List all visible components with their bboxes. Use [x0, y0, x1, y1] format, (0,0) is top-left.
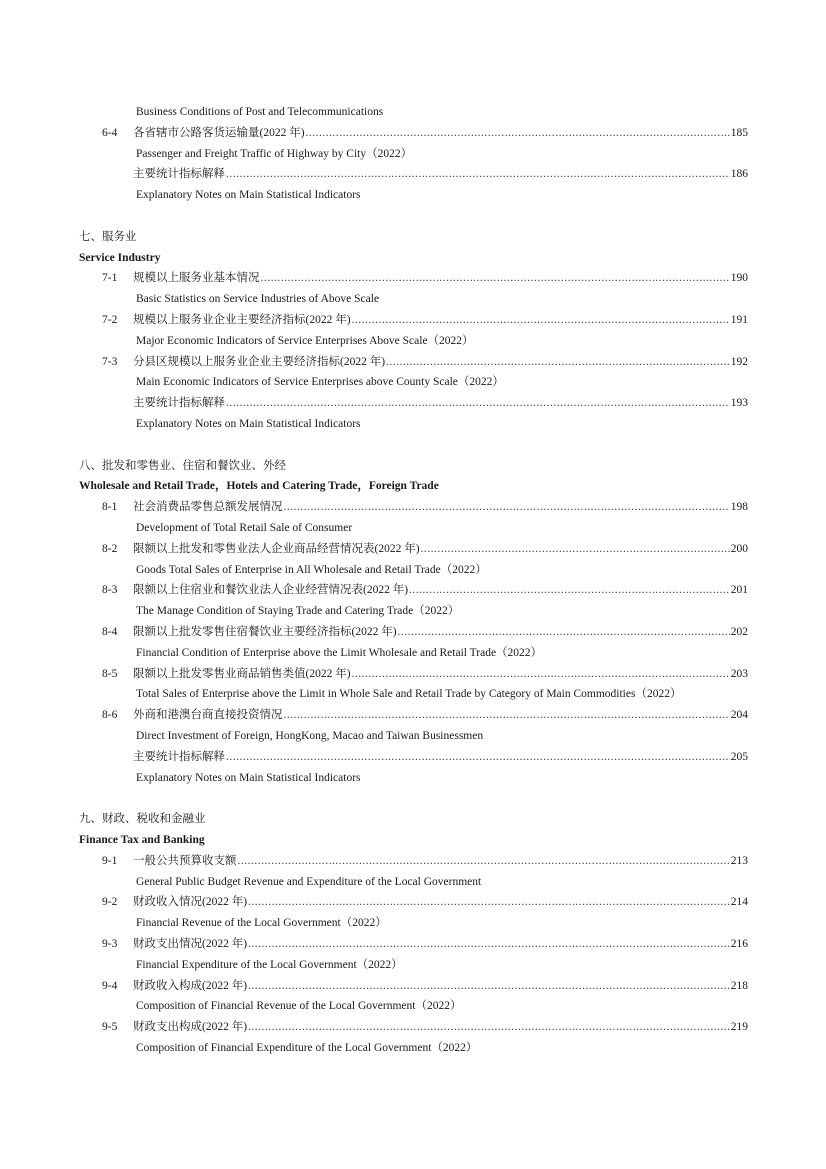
entry-chinese-title: 规模以上服务业基本情况 [133, 272, 260, 284]
toc-line [0, 1038, 826, 1059]
entry-english-title: Financial Revenue of the Local Government（2022） [136, 917, 387, 929]
toc-entry-link[interactable] [133, 393, 748, 414]
entry-chinese-title: 财政收入构成(2022 年) [133, 980, 248, 992]
entry-english-title: General Public Budget Revenue and Expenditure of the Local Government [136, 876, 482, 888]
entry-english-title: Major Economic Indicators of Service Enterprises Above Scale（2022） [136, 335, 474, 347]
dot-leader [248, 934, 730, 955]
toc-line [0, 476, 826, 497]
entry-english-title: Explanatory Notes on Main Statistical Indicators [136, 772, 361, 784]
toc-line [0, 123, 826, 144]
entry-english-title: Business Conditions of Post and Telecommunications [136, 106, 384, 118]
entry-page-number: 213 [730, 855, 748, 867]
entry-page-number: 204 [730, 709, 748, 721]
entry-page-number: 191 [730, 314, 748, 326]
entry-chinese-title: 一般公共预算收支额 [133, 855, 237, 867]
toc-line [0, 955, 826, 976]
toc-line [0, 518, 826, 539]
entry-page-number: 205 [730, 751, 748, 763]
toc-entry-link[interactable] [133, 539, 748, 560]
toc-entry-link[interactable] [133, 268, 748, 289]
toc-line [0, 580, 826, 601]
entry-english-title: Composition of Financial Revenue of the Local Government（2022） [136, 1000, 462, 1012]
entry-english-title: Explanatory Notes on Main Statistical Indicators [136, 189, 361, 201]
entry-number: 8-4 [102, 626, 118, 638]
entry-number: 8-5 [102, 668, 118, 680]
toc-line [0, 331, 826, 352]
toc-line [0, 185, 826, 206]
entry-number: 9-1 [102, 855, 118, 867]
entry-chinese-title: 财政收入情况(2022 年) [133, 896, 248, 908]
entry-page-number: 190 [730, 272, 748, 284]
entry-chinese-title: 各省辖市公路客货运输量(2022 年) [133, 127, 305, 139]
entry-page-number: 219 [730, 1021, 748, 1033]
entry-page-number: 216 [730, 938, 748, 950]
toc-line [0, 747, 826, 768]
entry-number: 9-5 [102, 1021, 118, 1033]
dot-leader [238, 851, 730, 872]
entry-english-title: Direct Investment of Foreign, HongKong, Macao and Taiwan Businessmen [136, 730, 484, 742]
section-heading-chinese: 七、服务业 [79, 231, 137, 243]
entry-english-title: Explanatory Notes on Main Statistical Indicators [136, 418, 361, 430]
entry-page-number: 185 [730, 127, 748, 139]
entry-page-number: 186 [730, 168, 748, 180]
entry-number: 8-1 [102, 501, 118, 513]
toc-line [0, 414, 826, 435]
toc-line [0, 851, 826, 872]
entry-english-title: The Manage Condition of Staying Trade and Catering Trade（2022） [136, 605, 460, 617]
entry-chinese-title: 主要统计指标解释 [133, 168, 225, 180]
toc-line [0, 289, 826, 310]
dot-leader [261, 268, 730, 289]
entry-page-number: 203 [730, 668, 748, 680]
section-heading-english: Service Industry [79, 252, 161, 264]
entry-page-number: 193 [730, 397, 748, 409]
toc-line [0, 227, 826, 248]
toc-entry-link[interactable] [133, 164, 748, 185]
toc-line [0, 664, 826, 685]
toc-line [0, 310, 826, 331]
toc-line [0, 913, 826, 934]
entry-chinese-title: 外商和港澳台商直接投资情况 [133, 709, 283, 721]
toc-entry-link[interactable] [133, 892, 748, 913]
entry-page-number: 201 [730, 584, 748, 596]
toc-line [0, 1017, 826, 1038]
toc-line [0, 726, 826, 747]
entry-chinese-title: 限额以上批发零售业商品销售类值(2022 年) [133, 668, 351, 680]
dot-leader [398, 622, 730, 643]
dot-leader [226, 393, 730, 414]
toc-entry-link[interactable] [133, 747, 748, 768]
dot-leader [284, 497, 730, 518]
entry-page-number: 218 [730, 980, 748, 992]
toc-line [0, 144, 826, 165]
entry-number: 8-3 [102, 584, 118, 596]
toc-line [0, 643, 826, 664]
entry-english-title: Financial Condition of Enterprise above the Limit Wholesale and Retail Trade（2022） [136, 647, 543, 659]
toc-entry-link[interactable] [133, 123, 748, 144]
dot-leader [248, 976, 730, 997]
toc-entry-link[interactable] [133, 310, 748, 331]
toc-line [0, 996, 826, 1017]
dot-leader [284, 705, 730, 726]
entry-number: 9-3 [102, 938, 118, 950]
entry-english-title: Passenger and Freight Traffic of Highway by City（2022） [136, 148, 413, 160]
entry-english-title: Financial Expenditure of the Local Government（2022） [136, 959, 403, 971]
toc-line [0, 560, 826, 581]
toc-line [0, 601, 826, 622]
toc-line [0, 102, 826, 123]
toc-entry-link[interactable] [133, 851, 748, 872]
section-heading-chinese: 九、财政、税收和金融业 [79, 813, 206, 825]
toc-entry-link[interactable] [133, 352, 748, 373]
entry-page-number: 202 [730, 626, 748, 638]
entry-chinese-title: 分县区规模以上服务业企业主要经济指标(2022 年) [133, 356, 386, 368]
toc-entry-link[interactable] [133, 622, 748, 643]
toc-line [0, 830, 826, 851]
toc-line [0, 892, 826, 913]
dot-leader [306, 123, 730, 144]
toc-line [0, 705, 826, 726]
entry-english-title: Development of Total Retail Sale of Consumer [136, 522, 353, 534]
toc-line [0, 497, 826, 518]
dot-leader [386, 352, 730, 373]
entry-page-number: 214 [730, 896, 748, 908]
entry-chinese-title: 限额以上批发和零售业法人企业商品经营情况表(2022 年) [133, 543, 420, 555]
entry-english-title: Goods Total Sales of Enterprise in All Wholesale and Retail Trade（2022） [136, 564, 487, 576]
toc-line [0, 352, 826, 373]
entry-number: 7-2 [102, 314, 118, 326]
entry-number: 8-6 [102, 709, 118, 721]
toc-line [0, 768, 826, 789]
dot-leader [226, 164, 730, 185]
entry-chinese-title: 社会消费品零售总额发展情况 [133, 501, 283, 513]
entry-number: 9-4 [102, 980, 118, 992]
entry-chinese-title: 财政支出情况(2022 年) [133, 938, 248, 950]
toc-line [0, 268, 826, 289]
entry-chinese-title: 限额以上住宿业和餐饮业法人企业经营情况表(2022 年) [133, 584, 409, 596]
toc-line [0, 456, 826, 477]
dot-leader [352, 664, 730, 685]
toc-entry-link[interactable] [133, 580, 748, 601]
entry-chinese-title: 规模以上服务业企业主要经济指标(2022 年) [133, 314, 351, 326]
toc-line [0, 164, 826, 185]
toc-entry-link[interactable] [133, 976, 748, 997]
toc-line [0, 622, 826, 643]
toc-line [0, 934, 826, 955]
toc-line [0, 872, 826, 893]
toc-entry-link[interactable] [133, 1017, 748, 1038]
toc-line [0, 372, 826, 393]
entry-number: 9-2 [102, 896, 118, 908]
dot-leader [352, 310, 730, 331]
entry-english-title: Main Economic Indicators of Service Enterprises above County Scale（2022） [136, 376, 504, 388]
toc-entry-link[interactable] [133, 664, 748, 685]
toc-line [0, 684, 826, 705]
entry-number: 8-2 [102, 543, 118, 555]
section-heading-english: Finance Tax and Banking [79, 834, 205, 846]
section-heading-english: Wholesale and Retail Trade，Hotels and Catering Trade，Foreign Trade [79, 480, 439, 492]
entry-number: 7-1 [102, 272, 118, 284]
entry-english-title: Total Sales of Enterprise above the Limit in Whole Sale and Retail Trade by Category of Main Commodities（2022） [136, 688, 682, 700]
dot-leader [248, 892, 730, 913]
toc-line [0, 539, 826, 560]
toc-line [0, 393, 826, 414]
dot-leader [421, 539, 730, 560]
entry-english-title: Basic Statistics on Service Industries of Above Scale [136, 293, 380, 305]
toc-entry-link[interactable] [133, 497, 748, 518]
entry-chinese-title: 主要统计指标解释 [133, 397, 225, 409]
toc-line [0, 248, 826, 269]
entry-number: 6-4 [102, 127, 118, 139]
entry-chinese-title: 财政支出构成(2022 年) [133, 1021, 248, 1033]
entry-page-number: 192 [730, 356, 748, 368]
toc-line [0, 809, 826, 830]
section-heading-chinese: 八、批发和零售业、住宿和餐饮业、外经 [79, 460, 286, 472]
toc-line [0, 976, 826, 997]
toc-entry-link[interactable] [133, 934, 748, 955]
toc-entry-link[interactable] [133, 705, 748, 726]
entry-page-number: 198 [730, 501, 748, 513]
dot-leader [248, 1017, 730, 1038]
entry-english-title: Composition of Financial Expenditure of the Local Government（2022） [136, 1042, 478, 1054]
dot-leader [226, 747, 730, 768]
dot-leader [409, 580, 730, 601]
entry-number: 7-3 [102, 356, 118, 368]
entry-page-number: 200 [730, 543, 748, 555]
entry-chinese-title: 主要统计指标解释 [133, 751, 225, 763]
entry-chinese-title: 限额以上批发零售住宿餐饮业主要经济指标(2022 年) [133, 626, 397, 638]
